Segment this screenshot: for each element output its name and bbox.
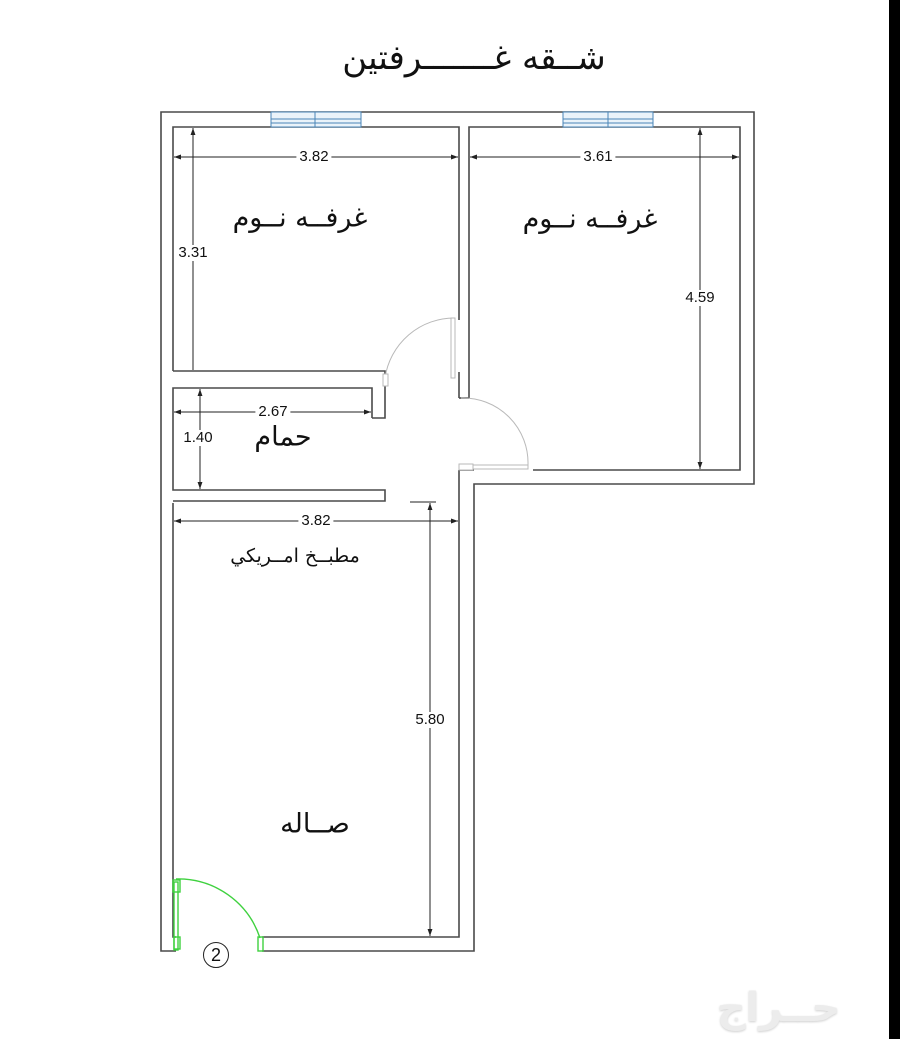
room-label-kitchen: مطبــخ امــريكي bbox=[230, 545, 360, 567]
dimension-bathroom-height: 1.40 bbox=[180, 430, 215, 446]
window-bedroom-2 bbox=[563, 112, 653, 127]
dimension-bedroom-1-width: 3.82 bbox=[296, 149, 331, 165]
watermark-logo: حــراج bbox=[716, 985, 841, 1031]
dimension-bedroom-1-height: 3.31 bbox=[175, 245, 210, 261]
room-label-bedroom-2: غرفــه نــوم bbox=[522, 203, 658, 235]
entrance-door bbox=[173, 879, 263, 951]
window-bedroom-1 bbox=[271, 112, 361, 127]
room-label-bedroom-1: غرفــه نــوم bbox=[232, 202, 368, 234]
living-room-walls bbox=[173, 470, 474, 937]
door-bedroom-2 bbox=[459, 398, 528, 470]
room-label-living-room: صــاله bbox=[280, 808, 350, 840]
dimension-living-room-height: 5.80 bbox=[412, 712, 447, 728]
plan-title: شــقه غـــــــرفتين bbox=[342, 38, 606, 78]
dimension-bedroom-2-height: 4.59 bbox=[682, 290, 717, 306]
door-bedroom-1 bbox=[383, 318, 455, 386]
dimension-bedroom-2-width: 3.61 bbox=[580, 149, 615, 165]
outer-wall bbox=[161, 112, 754, 951]
entrance-door-tag: 2 bbox=[203, 942, 229, 968]
dimension-lines bbox=[174, 128, 739, 936]
bedroom-1-walls bbox=[173, 127, 459, 398]
dimension-bathroom-width: 2.67 bbox=[255, 404, 290, 420]
room-label-bathroom: حمام bbox=[254, 421, 312, 453]
dimension-kitchen-width: 3.82 bbox=[298, 513, 333, 529]
